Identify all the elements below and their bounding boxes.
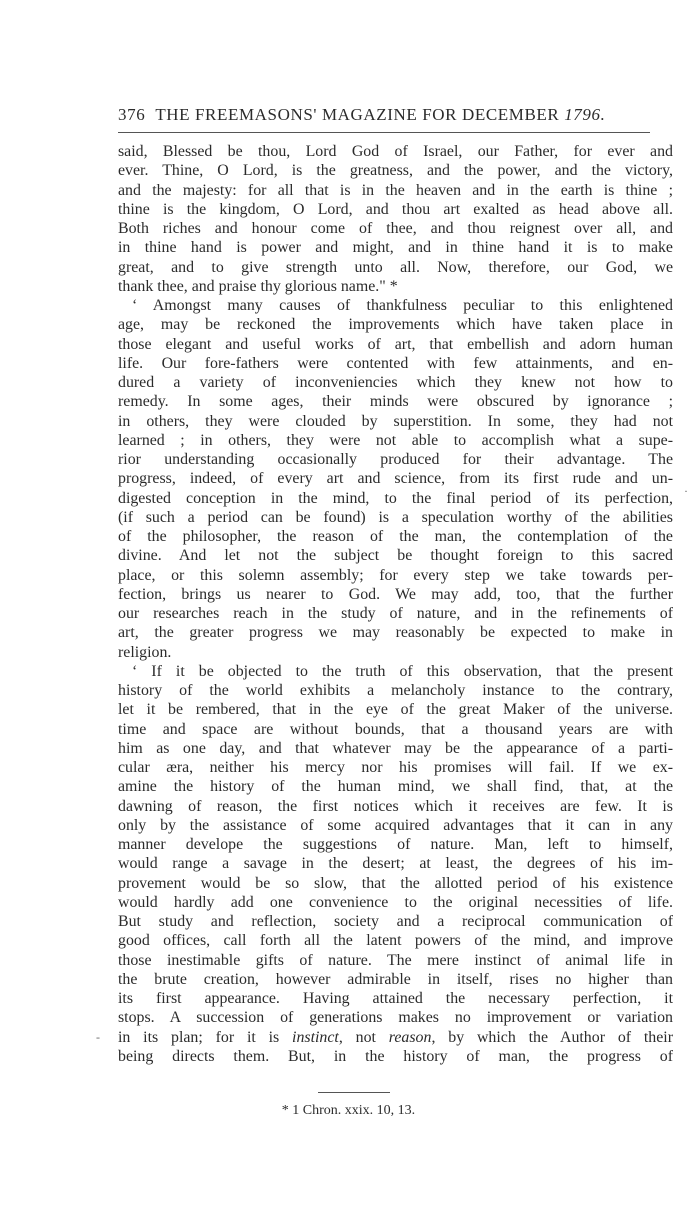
- text-line: Both riches and honour come of thee, and thou reignest over all, and: [118, 220, 673, 237]
- text-line: religion.: [118, 643, 172, 661]
- text-line: let it be rembered, that in the eye of the great Maker of the universe.: [118, 701, 673, 719]
- text-line: (if such a period can be found) is a speculation worthy of the abilities: [118, 508, 673, 526]
- text-line: dawning of reason, the first notices which it receives are few. It is: [118, 797, 673, 815]
- text-line: thine is the kingdom, O Lord, and thou art exalted as head above all.: [118, 200, 673, 218]
- text-line: divine. And let not the subject be thought foreign to this sacred: [118, 547, 673, 565]
- margin-mark: -: [96, 1030, 100, 1044]
- text-line: ever. Thine, O Lord, is the greatness, and the power, and the victory,: [118, 162, 673, 180]
- text-line: ‘ Amongst many causes of thankfulness peculiar to this enlightened: [132, 297, 673, 314]
- text-line: time and space are without bounds, that a thousand years are with: [118, 720, 673, 738]
- text-line: But study and reflection, society and a reciprocal communication of: [118, 913, 673, 930]
- text-line: history of the world exhibits a melancholy instance to the contrary,: [118, 682, 673, 699]
- text-line: those elegant and useful works of art, that embellish and adorn human: [118, 335, 673, 353]
- text-line: dured a variety of inconveniencies which they knew not how to: [118, 374, 673, 391]
- header-rule: [118, 132, 650, 133]
- text-line: art, the greater progress we may reasonably be expected to make in: [118, 624, 673, 642]
- text-line: age, may be reckoned the improvements which have taken place in: [118, 316, 673, 334]
- text-line: its first appearance. Having attained the necessary perfection, it: [118, 990, 673, 1007]
- text-line: in its plan; for it is instinct, not reason, by which the Author of their: [118, 1028, 673, 1046]
- text-line: in thine hand is power and might, and in thine hand it is to make: [118, 239, 673, 257]
- text-line: learned ; in others, they were not able to accomplish what a supe-: [118, 431, 673, 449]
- footnote: * 1 Chron. xxix. 10, 13.: [281, 1103, 416, 1118]
- page-number: 376: [118, 105, 146, 124]
- text-line: provement would be so slow, that the allotted period of his existence: [118, 874, 673, 892]
- text-line: cular æra, neither his mercy nor his promises will fail. If we ex-: [118, 759, 673, 776]
- text-line: place, or this solemn assembly; for every step we take towards per-: [118, 566, 673, 584]
- text-line: in others, they were clouded by superstition. In some, they had not: [118, 412, 673, 430]
- text-line: remedy. In some ages, their minds were obscured by ignorance ;: [118, 393, 673, 411]
- running-header: [118, 105, 648, 125]
- text-line: ‘ If it be objected to the truth of this observation, that the present: [132, 662, 673, 680]
- magazine-title: THE FREEMASONS' MAGAZINE FOR DECEMBER: [155, 105, 560, 124]
- text-line: would range a savage in the desert; at least, the degrees of his im-: [118, 855, 673, 873]
- text-line: being directs them. But, in the history of man, the progress of: [118, 1047, 673, 1065]
- text-line: great, and to give strength unto all. Now, therefore, our God, we: [118, 258, 673, 276]
- text-line: thank thee, and praise thy glorious name." *: [118, 277, 398, 295]
- text-line: of the philosopher, the reason of the man, the contemplation of the: [118, 528, 673, 545]
- text-line: amine the history of the human mind, we shall find, that, at the: [118, 778, 673, 796]
- text-line: would hardly add one convenience to the original necessities of life.: [118, 893, 673, 911]
- issue-year: 1796.: [564, 105, 606, 124]
- text-line: our researches reach in the study of nature, and in the refinements of: [118, 605, 673, 622]
- text-line: him as one day, and that whatever may be the appearance of a parti-: [118, 739, 673, 757]
- text-line: life. Our fore-fathers were contented with few attainments, and en-: [118, 354, 673, 372]
- text-line: said, Blessed be thou, Lord God of Israel, our Father, for ever and: [118, 143, 673, 160]
- body-text: [118, 142, 673, 1066]
- text-line: good offices, call forth all the latent powers of the mind, and improve: [118, 932, 673, 950]
- text-line: manner develope the suggestions of nature. Man, left to himself,: [118, 836, 673, 853]
- text-line: stops. A succession of generations makes no improvement or variation: [118, 1009, 673, 1027]
- text-line: fection, brings us nearer to God. We may add, too, that the further: [118, 585, 673, 603]
- text-line: rior understanding occasionally produced for their advantage. The: [118, 451, 673, 468]
- footnote-rule: [318, 1092, 390, 1093]
- text-line: the brute creation, however admirable in itself, rises no higher than: [118, 970, 673, 988]
- text-line: digested conception in the mind, to the final period of its perfection,: [118, 489, 673, 507]
- text-line: only by the assistance of some acquired advantages that it can in any: [118, 816, 673, 834]
- text-line: progress, indeed, of every art and science, from its first rude and un-: [118, 470, 673, 488]
- text-line: and the majesty: for all that is in the heaven and in the earth is thine ;: [118, 181, 673, 199]
- text-line: those inestimable gifts of nature. The mere instinct of animal life in: [118, 951, 673, 969]
- margin-mark: ·: [684, 484, 688, 498]
